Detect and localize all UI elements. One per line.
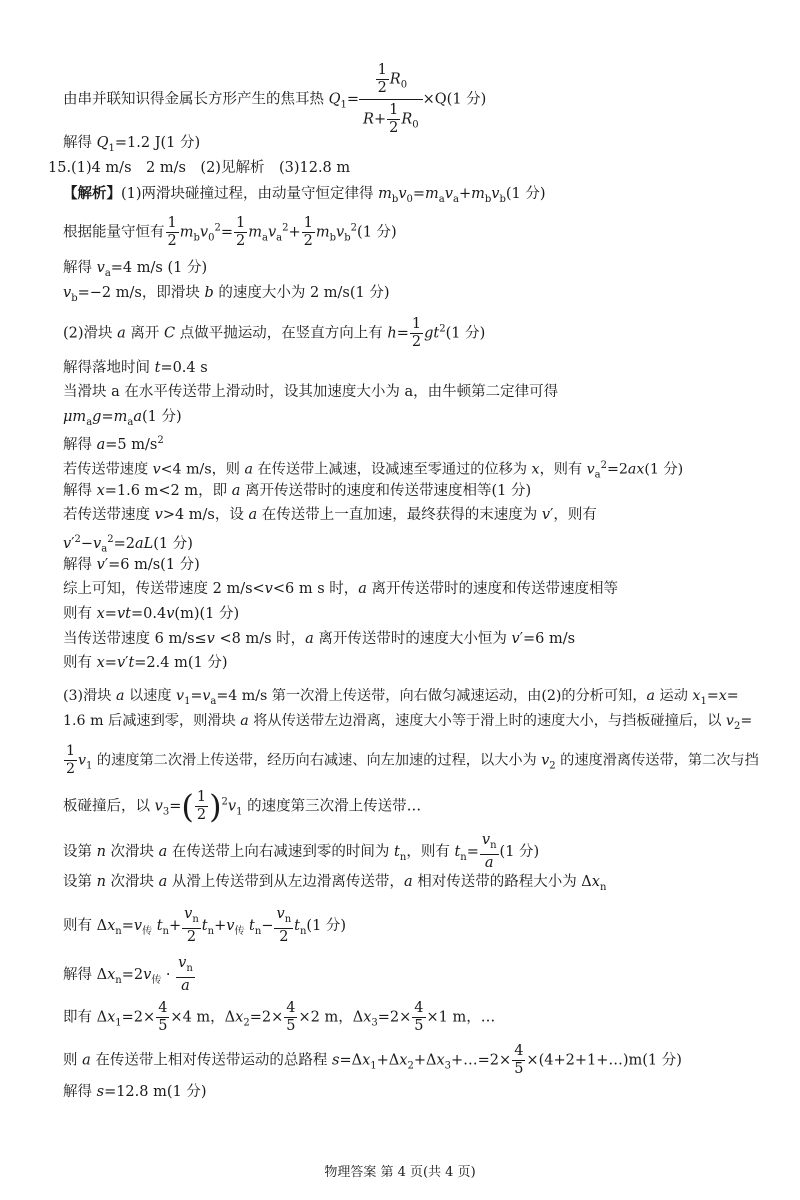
line-x-fixed: 则有 x=v′t=2.4 m(1 分) (63, 655, 228, 671)
line-x-vt: 则有 x=vt=0.4v(m)(1 分) (63, 606, 240, 622)
line-newton: 当滑块 a 在水平传送带上滑动时，设其加速度大小为 a，由牛顿第二定律可得 (63, 384, 559, 400)
line-q15-answers: 15.(1)4 m/s 2 m/s (2)见解析 (3)12.8 m (48, 160, 351, 176)
line-energy: 根据能量守恒有 $\frac{1}{2}$ $m_bv_0^2=$ $\frac{1}{2}$ $m_av_a^2+$ $\frac{1}{2}$ $m_bv_b^2(1$ 分) (63, 215, 397, 249)
text-joule-heat-tail: ×Q(1 分) (422, 91, 487, 108)
line-final-result: 解得 s=12.8 m(1 分) (63, 1084, 207, 1100)
line-delta-series: 即有 $\Delta x_1=2\times$ $\frac{4}{5}$ ×4 m，$\Delta x_2=2\times$ $\frac{4}{5}$ ×2 m，$\Delta x_3=2\times$ $\frac{4}{5}$ ×1 m，… (63, 1000, 496, 1034)
line-part3-b: 1.6 m 后减速到零，则滑块 a 将从传送带左边滑离，速度大小等于滑上时的速度大小，与挡板碰撞后，以 $v_2=$ (63, 713, 753, 732)
line-momentum: 【解析】(1)两滑块碰撞过程，由动量守恒定律得 $m_bv_0=m_av_a+m_bv_b(1$ 分) (63, 185, 546, 205)
line-part3-d: 板碰撞后，以 $v_3=$( $\frac{1}{2}$ )$^2v_1$ 的速度第三次滑上传送带… (63, 787, 422, 826)
line-joule-heat: 由串并联知识得金属长方形产生的焦耳热 $Q_1=$ $\frac{1}{2}$ $R_0$ R+ $\frac{1}{2}$ $R_0$ ×Q(1 分) (63, 62, 487, 136)
line-x-result: 解得 x=1.6 m<2 m，即 a 离开传送带时的速度和传送带速度相等(1 分) (63, 483, 532, 499)
line-accel: 解得 a=5 $m/s^2$ (63, 435, 164, 453)
line-summary: 综上可知，传送带速度 2 m/s<v<6 m s 时，a 离开传送带时的速度和传送带速度相等 (63, 581, 619, 597)
line-delta-def: 设第 n 次滑块 a 从滑上传送带到从左边滑离传送带，a 相对传送带的路程大小为 $\Delta x_n$ (63, 874, 607, 893)
line-friction: $\mu m_ag=m_aa(1$ 分) (63, 409, 182, 428)
line-case-slow: 若传送带速度 v<4 m/s，则 a 在传送带上减速，设减速至零通过的位移为 x，则有 $v_a^2=2ax(1$ 分) (63, 460, 684, 481)
text-joule-heat-intro: 由串并联知识得金属长方形产生的焦耳热 (63, 91, 324, 108)
line-kinematic: $v'^2-v_a^2=2aL(1$ 分) (63, 534, 193, 555)
line-vb: $v_b=-2$ m/s，即滑块 b 的速度大小为 2 m/s(1 分) (63, 285, 390, 304)
line-part3-a: (3)滑块 a 以速度 $v_1=v_a=4$ m/s 第一次滑上传送带，向右做匀减速运动，由(2)的分析可知，a 运动 $x_1=x=$ (63, 688, 739, 707)
analysis-tag: 【解析】 (63, 185, 121, 202)
line-q1-result: 解得 $Q_1=1.2$ J(1 分) (63, 135, 201, 154)
line-total-path: 则 a 在传送带上相对传送带运动的总路程 $s=\Delta x_1+\Delta x_2+\Delta x_3+\dots=2\times$ $\frac{4}{5}$ ×(4+2+1+…)m(1 分) (63, 1043, 682, 1077)
line-fall-time: 解得落地时间 t=0.4 s (63, 360, 208, 376)
line-va: 解得 $v_a=4$ m/s (1 分) (63, 260, 208, 279)
line-range-high: 当传送带速度 6 m/s≤v <8 m/s 时，a 离开传送带时的速度大小恒为 v′=6 m/s (63, 631, 576, 647)
line-delta-result: 解得 $\Delta x_n=2v_传$ · $\frac{v_n}{a}$ (63, 955, 193, 994)
line-tn: 设第 n 次滑块 a 在传送带上向右减速到零的时间为 $t_n$，则有 $t_n=$ $\frac{v_n}{a}$ (1 分) (63, 832, 540, 871)
line-delta-expr: 则有 $\Delta x_n=v_传$ $t_n+$ $\frac{v_n}{2}$ $t_n+v_传$ $t_n-$ $\frac{v_n}{2}$ $t_n(1$ 分) (63, 906, 347, 945)
line-vprime: 解得 v′=6 m/s(1 分) (63, 557, 200, 573)
page-footer: 物理答案 第 4 页(共 4 页) (324, 1165, 476, 1180)
fraction-joule-ratio: $\frac{1}{2}$ $R_0$ R+ $\frac{1}{2}$ $R_0$ (359, 62, 423, 137)
line-case-fast: 若传送带速度 v>4 m/s，设 a 在传送带上一直加速，最终获得的末速度为 v′，则有 (63, 507, 597, 523)
line-projectile: (2)滑块 a 离开 C 点做平抛运动，在竖直方向上有 h= $\frac{1}{2}$ $gt^2(1$ 分) (63, 316, 486, 350)
line-part3-c: $\frac{1}{2}$ $v_1$ 的速度第二次滑上传送带，经历向右减速、向左加速的过程，以大小为 $v_2$ 的速度滑离传送带，第二次与挡 (66, 743, 759, 777)
